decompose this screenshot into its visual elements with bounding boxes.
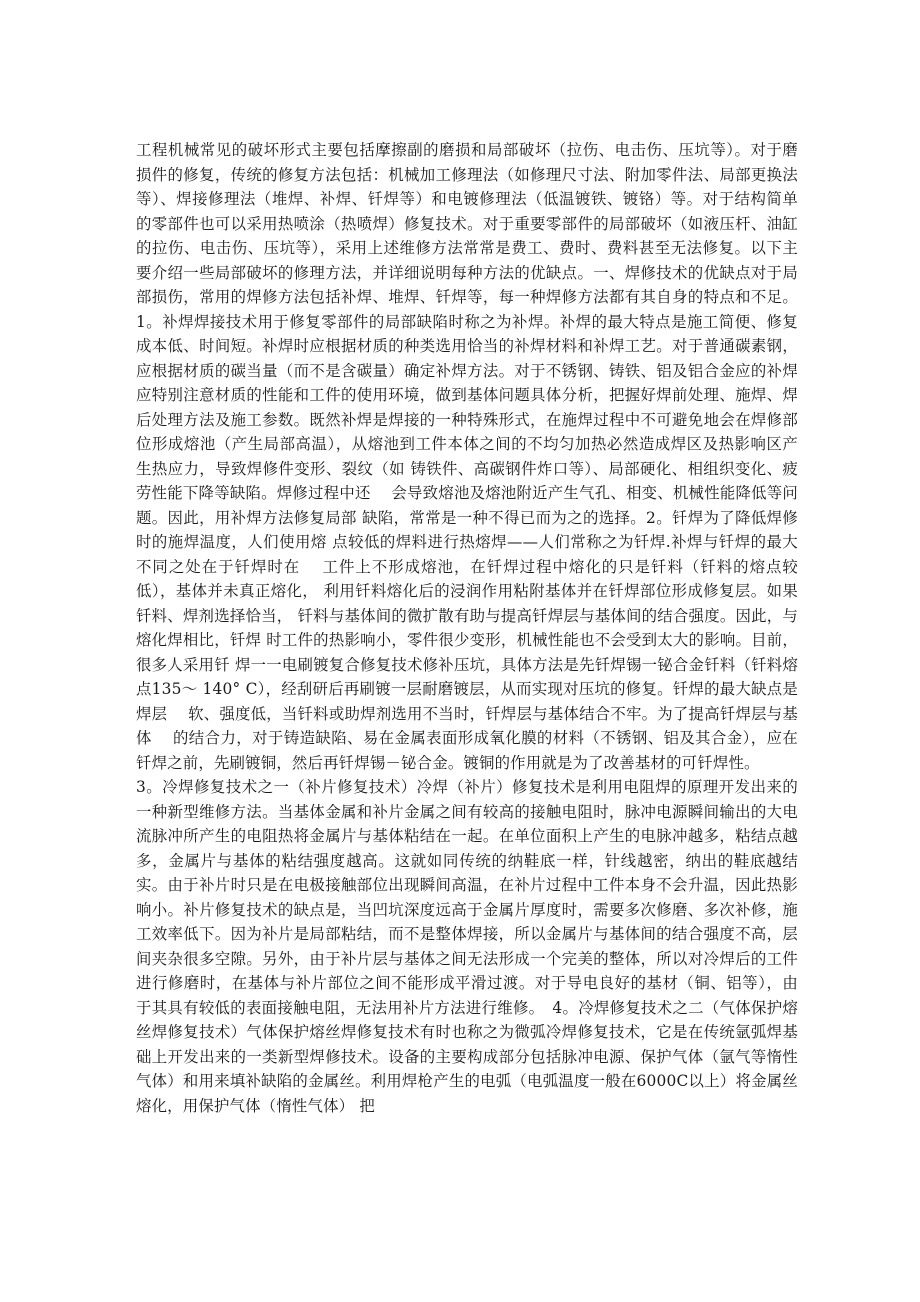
body-paragraph-1: 工程机械常见的破坏形式主要包括摩擦副的磨损和局部破坏（拉伤、电击伤、压坑等）。对于磨损件的修复，传统的修复方法包括：机械加工修理法（如修理尺寸法、附加零件法、局部更换法等）、焊接修理法（堆焊、补焊、钎焊等）和电镀修理法（低温镀铁、镀铬）等。对于结构简单的零部件也可以采用热喷涂（热喷焊）修复技术。对于重要零部件的局部破坏（如液压杆、油缸的拉伤、电击伤、压坑等），采用上述维修方法常常是费工、费时、费料甚至无法修复。以下主要介绍一些局部破坏的修理方法，并详细说明每种方法的优缺点。一、焊修技术的优缺点对于局部损伤，常用的焊修方法包括补焊、堆焊、钎焊等，每一种焊修方法都有其自身的特点和不足。1。补焊焊接技术用于修复零部件的局部缺陷时称之为补焊。补焊的最大特点是施工简便、修复成本低、时间短。补焊时应根据材质的种类选用恰当的补焊材料和补焊工艺。对于普通碳素钢，应根据材质的碳当量（而不是含碳量）确定补焊方法。对于不锈钢、铸铁、铝及铝合金应的补焊应特别注意材质的性能和工件的使用环境，做到基体问题具体分析，把握好焊前处理、施焊、焊后处理方法及施工参数。既然补焊是焊接的一种特殊形式，在施焊过程中不可避免地会在焊修部位形成熔池（产生局部高温），从熔池到工件本体之间的不均匀加热必然造成焊区及热影响区产生热应力，导致焊修件变形、裂纹（如 铸铁件、高碳钢件炸口等）、局部硬化、相组织变化、疲劳性能下降等缺陷。焊修过程中还 会导致熔池及熔池附近产生气孔、相变、机械性能降低等问题。因此，用补焊方法修复局部 缺陷，常常是一种不得已而为之的选择。2。钎焊为了降低焊修时的施焊温度，人们使用熔 点较低的焊料进行热熔焊——人们常称之为钎焊.补焊与钎焊的最大不同之处在于钎焊时在 工件上不形成熔池，在钎焊过程中熔化的只是钎料（钎料的熔点较低），基体并未真正熔化， 利用钎料熔化后的浸润作用粘附基体并在钎焊部位形成修复层。如果钎料、焊剂选择恰当， 钎料与基体间的微扩散有助与提高钎焊层与基体间的结合强度。因此，与熔化焊相比，钎焊 时工件的热影响小，零件很少变形，机械性能也不会受到太大的影响。目前，很多人采用钎 焊一一电刷镀复合修复技术修补压坑，具体方法是先钎焊锡一铋合金钎料（钎料熔点135～ 140° C），经刮研后再刷镀一层耐磨镀层，从而实现对压坑的修复。钎焊的最大缺点是焊层 软、强度低，当钎料或助焊剂选用不当时，钎焊层与基体结合不牢。为了提高钎焊层与基体 的结合力，对于铸造缺陷、易在金属表面形成氧化膜的材料（不锈钢、铝及其合金），应在 钎焊之前，先刷镀铜，然后再钎焊锡－铋合金。镀铜的作用就是为了改善基材的可钎焊性。 xyxy=(136,141,819,772)
document-page xyxy=(136,138,819,1118)
body-paragraph-2: 3。冷焊修复技术之一（补片修复技术）冷焊（补片）修复技术是利用电阻焊的原理开发出来的一种新型维修方法。当基体金属和补片金属之间有较高的接触电阻时，脉冲电源瞬间输出的大电流脉冲所产生的电阻热将金属片与基体粘结在一起。在单位面积上产生的电脉冲越多，粘结点越多，金属片与基体的粘结强度越高。这就如同传统的纳鞋底一样，针线越密，纳出的鞋底越结实。由于补片时只是在电极接触部位出现瞬间高温，在补片过程中工件本身不会升温，因此热影响小。补片修复技术的缺点是，当凹坑深度远高于金属片厚度时，需要多次修磨、多次补修，施工效率低下。因为补片是局部粘结，而不是整体焊接，所以金属片与基体间的结合强度不高，层间夹杂很多空隙。另外，由于补片层与基体之间无法形成一个完美的整体，所以对冷焊后的工件进行修磨时，在基体与补片部位之间不能形成平滑过渡。对于导电良好的基材（铜、铝等），由于其具有较低的表面接触电阻，无法用补片方法进行维修。 4。冷焊修复技术之二（气体保护熔丝焊修复技术）气体保护熔丝焊修复技术有时也称之为微弧冷焊修复技术，它是在传统氩弧焊基础上开发出来的一类新型焊修技术。设备的主要构成部分包括脉冲电源、保护气体（氩气等惰性气体）和用来填补缺陷的金属丝。利用焊枪产生的电弧（电弧温度一般在6000C以上）将金属丝熔化，用保护气体（惰性气体） 把 xyxy=(136,778,798,1115)
